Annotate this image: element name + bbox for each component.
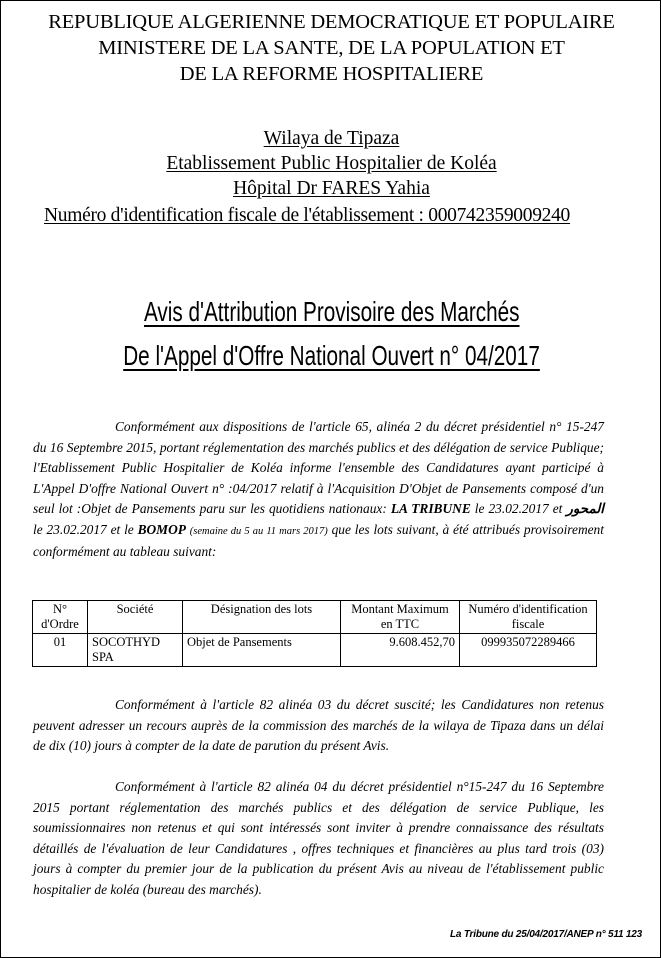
notice-title-text1: Avis d'Attribution Provisoire des Marchés: [143, 296, 520, 327]
header-amount: Montant Maximum en TTC: [341, 601, 460, 634]
cell-amount: 9.608.452,70: [341, 634, 460, 667]
newspaper-bomop: BOMOP: [137, 521, 186, 537]
paragraph-results: [33, 777, 604, 900]
wilaya-line: [1, 127, 661, 151]
publication-footer: La Tribune du 25/04/2017/ANEP n° 511 123: [449, 929, 642, 940]
hospital-text: Hôpital Dr FARES Yahia: [233, 178, 430, 199]
fiscal-text: Numéro d'identification fiscale de l'établissement : 000742359009240: [44, 205, 571, 226]
header-ministry: MINISTERE DE LA SANTE, DE LA POPULATION ET: [98, 37, 565, 59]
fiscal-line: [44, 204, 570, 228]
newspaper-arabic: المحور: [566, 501, 604, 516]
newspaper-la-tribune: LA TRIBUNE: [390, 501, 471, 516]
notice-title-line1: [1, 293, 661, 331]
notice-title-text2: De l'Appel d'Offre National Ouvert n° 04/2017: [123, 340, 540, 371]
cell-fiscal-id: 099935072289466: [460, 634, 597, 667]
header-fiscal-id: Numéro d'identification fiscale: [460, 601, 597, 634]
intro-text-c: le 23.02.2017 et le: [33, 521, 138, 537]
bomop-week: (semaine du 5 au 11 mars 2017): [189, 525, 328, 537]
award-table: [32, 600, 597, 667]
intro-text-b: le 23.02.2017 et: [470, 501, 567, 516]
intro-text-d: que les lots suivant, à été attribués provisoirement conformément au tableau suivant:: [33, 521, 604, 559]
table-row: [33, 634, 597, 667]
wilaya-text: Wilaya de Tipaza: [263, 128, 400, 149]
header-order: N° d'Ordre: [33, 601, 88, 634]
header-republic: REPUBLIQUE ALGERIENNE DEMOCRATIQUE ET POPULAIRE: [48, 11, 615, 33]
table-header-row: [33, 601, 597, 634]
hospital-line: [1, 177, 661, 201]
paragraph-intro: [33, 417, 604, 563]
establishment-text: Etablissement Public Hospitalier de Koléa: [166, 153, 497, 174]
cell-order: 01: [33, 634, 88, 667]
header-reform: DE LA REFORME HOSPITALIERE: [179, 63, 484, 85]
paragraph-appeal: [33, 695, 604, 757]
header-designation: Désignation des lots: [183, 601, 341, 634]
intro-text-a: Conformément aux dispositions de l'article 65, alinéa 2 du décret présidentiel n° 15-247 du 16 Septembre 2015, portant réglementation des marchés publics et des délégation de service Publique; l'Etablissement Public Hospitalier de Koléa informe l'ensemble des Candidatures ayant participé à L'Appel D'offre National Ouvert n° :04/2017 relatif à l'Acquisition D'Objet de Pansements composé d'un seul lot :Objet de Pansements paru sur les quotidiens nationaux:: [33, 419, 604, 516]
cell-company: SOCOTHYD SPA: [88, 634, 183, 667]
notice-title-line2: [1, 337, 661, 375]
results-text: Conformément à l'article 82 alinéa 04 du décret présidentiel n°15-247 du 16 Septembre 2015 portant réglementation des marchés publics et des délégation de service Publique, les soumissionnaires non retenus et qui sont intéressés sont inviter à prendre connaissance des résultats détaillés de l'évaluation de leur Candidatures , offres techniques et financières au plus tard trois (03) jours à compter du premier jour de la publication du présent Avis au niveau de l'établissement public hospitalier de koléa (bureau des marchés).: [33, 779, 604, 897]
cell-designation: Objet de Pansements: [183, 634, 341, 667]
header-company: Société: [88, 601, 183, 634]
appeal-text: Conformément à l'article 82 alinéa 03 du décret suscité; les Candidatures non retenus peuvent adresser un recours auprès de la commission des marchés de la wilaya de Tipaza dans un délai de dix (10) jours à compter de la date de parution du présent Avis.: [33, 697, 604, 753]
establishment-line: [1, 152, 661, 176]
